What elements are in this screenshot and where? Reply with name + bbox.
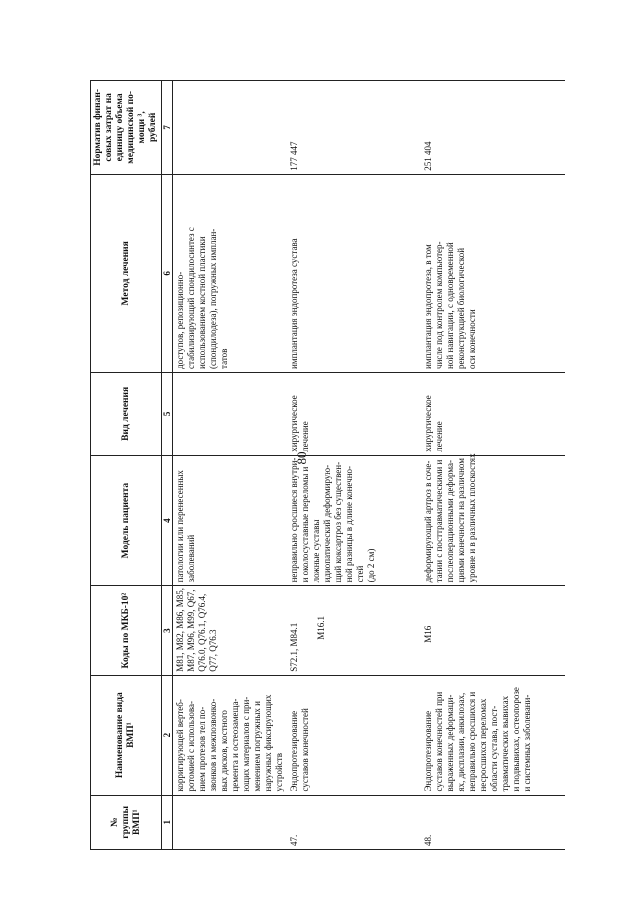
table-row (421, 81, 565, 850)
table-row (287, 81, 421, 850)
header-treatment (91, 372, 162, 455)
text-line: суставов конечностей (300, 708, 310, 792)
text-line: Коды по МКБ-10² (120, 592, 131, 669)
text-line: совых затрат на (104, 93, 114, 162)
text-line: тании с посттравматическими и (434, 459, 444, 583)
text-line: мощи ³, (137, 111, 147, 144)
text-line: имплантация эндопротеза, в том (423, 244, 433, 369)
text-line: цемента и остеозамеща- (230, 698, 240, 792)
text-line: травматических вывихах (500, 695, 510, 792)
text-line: Эндопротезирование (423, 710, 433, 792)
text-line: щий коксартроз без существен- (333, 461, 343, 583)
text-line: циями конечности на различном (456, 458, 466, 583)
text-line: S72.1, M84.1 (289, 622, 299, 672)
cost-norm (173, 81, 288, 175)
treatment-type (421, 372, 565, 455)
text-line: татов (219, 348, 229, 369)
text-line: ВМП¹ (131, 809, 142, 836)
text-line: неправильно сросшиеся внутри- (289, 457, 299, 583)
page-number: 80 (294, 451, 309, 465)
text-line: реконструкцией биологической (456, 247, 466, 369)
text-line: и подвывихах, остеопорозе (511, 687, 521, 792)
text-line: Q76.0, Q76.1, Q76.4, (197, 593, 207, 672)
text-line: имплантация эндопротеза сустава (289, 238, 299, 369)
rotated-page (90, 80, 610, 850)
group-number: 47. (287, 795, 421, 849)
patient-model (287, 455, 421, 586)
header-norm (91, 81, 162, 175)
text-line: послеоперационными деформа- (445, 460, 455, 583)
text-line: медицинской по- (126, 90, 136, 164)
text-line: нием протезов тел по- (197, 706, 207, 792)
text-line: лечение (300, 421, 310, 452)
text-line: оси конечности (467, 309, 477, 369)
group-number (173, 795, 288, 849)
text-line: Норматив финан- (93, 88, 103, 166)
text-line: M16 (423, 625, 433, 643)
text-line: № (109, 817, 120, 828)
text-line: хирургическое (423, 395, 433, 452)
text-line: ющих материалов с при- (241, 696, 251, 792)
text-line: деформирующий артроз в соче- (423, 460, 433, 583)
text-line: наружных фиксирующих (263, 694, 273, 792)
patient-model (421, 455, 565, 586)
vmp-name (173, 675, 288, 795)
treatment-type (287, 372, 421, 455)
text-line: корригирующей вертеб- (175, 699, 185, 792)
text-line: использованием костной пластики (197, 236, 207, 369)
text-line: Метод лечения (120, 241, 131, 306)
text-line: рублей (148, 112, 158, 143)
text-line: и системных заболевани- (522, 694, 532, 792)
icd-codes (173, 586, 288, 675)
icd-codes (287, 586, 421, 675)
text-line: и околосуставные переломы и (300, 466, 310, 583)
text-line: Эндопротезирование (289, 710, 299, 792)
text-line: Q77, Q76.3 (208, 629, 218, 672)
text-line: несросшихся переломах (478, 698, 488, 792)
column-number: 6 (162, 174, 173, 372)
text-line: Модель пациента (120, 482, 131, 559)
table-row (173, 81, 288, 850)
text-line: идиопатический деформирую- (322, 464, 332, 583)
header-method (91, 174, 162, 372)
text-line: доступов, репозиционно- (175, 271, 185, 369)
text-line: устройств (274, 753, 284, 792)
header-row (91, 81, 162, 850)
column-number: 5 (162, 372, 173, 455)
text-line: числе под контролем компьютер- (434, 241, 444, 369)
text-line: уровне и в различных плоскостях (467, 453, 477, 583)
text-line: группы (120, 805, 131, 839)
column-number: 1 (162, 795, 173, 849)
text-line: патологии или перенесенных (175, 470, 185, 583)
text-line: ложные суставы (311, 519, 321, 583)
text-line: стей (355, 565, 365, 583)
column-number-row (162, 81, 173, 850)
group-number: 48. (421, 795, 565, 849)
text-line: M81, M82, M86, M85, (175, 587, 185, 672)
column-number: 7 (162, 81, 173, 175)
text-line: неправильно сросшихся и (467, 691, 477, 792)
text-line: ВМП¹ (126, 722, 136, 748)
text-line: единицу объема (115, 93, 125, 162)
text-line: вых дисков, костного (219, 710, 229, 792)
header-codes (91, 586, 162, 675)
text-line: менением погружных и (252, 701, 262, 792)
text-line: суставов конечностей при (434, 691, 444, 792)
vmp-name (421, 675, 565, 795)
treatment-type (173, 372, 288, 455)
text-line: M16.1 (316, 615, 326, 640)
vmp-name (287, 675, 421, 795)
text-line: лечение (434, 421, 444, 452)
icd-codes (421, 586, 565, 675)
vmp-table (90, 80, 565, 850)
text-line: Вид лечения (120, 386, 131, 441)
header-model (91, 455, 162, 586)
text-line: (спондилодеза), погружных имплан- (208, 228, 218, 369)
text-line: ной навигации, с одновременной (445, 242, 455, 369)
header-group (91, 795, 162, 849)
patient-model (173, 455, 288, 586)
text-line: звонков и межпозвонко- (208, 698, 218, 792)
column-number: 4 (162, 455, 173, 586)
text-line: стабилизирующий спондилосинтез с (186, 227, 196, 369)
treatment-method (287, 174, 421, 372)
column-number: 3 (162, 586, 173, 675)
text-line: ях, дисплазии, анкилозах, (456, 692, 466, 792)
text-line: (до 2 см) (366, 548, 376, 583)
cost-norm: 251 404 (421, 81, 565, 175)
text-line: Наименование вида (115, 692, 125, 779)
cost-norm: 177 447 (287, 81, 421, 175)
header-name (91, 675, 162, 795)
text-line: заболеваний (186, 534, 196, 583)
text-line: выраженных деформаци- (445, 694, 455, 792)
text-line: M87, M96, M99, Q67, (186, 589, 196, 672)
text-line: ной разницы в длине конечно- (344, 465, 354, 583)
text-line: области сустава, пост- (489, 705, 499, 792)
treatment-method (173, 174, 288, 372)
text-line: ротомией с использова- (186, 700, 196, 792)
treatment-method (421, 174, 565, 372)
text-line: хирургическое (289, 395, 299, 452)
column-number: 2 (162, 675, 173, 795)
